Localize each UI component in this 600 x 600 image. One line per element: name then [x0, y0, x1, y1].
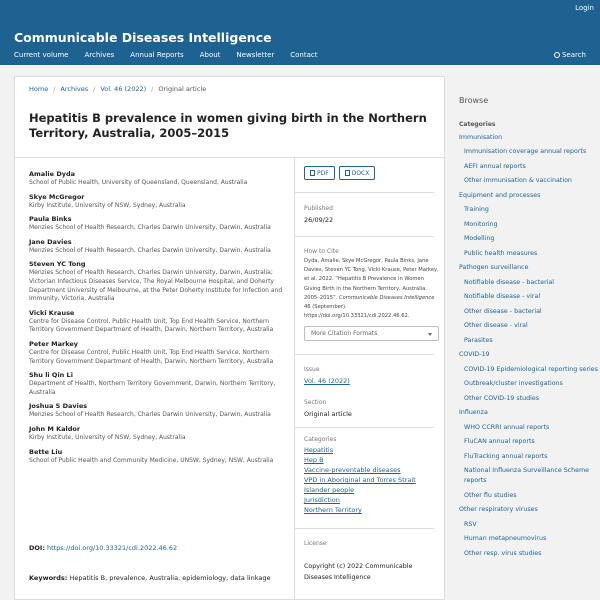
author-name: Vicki Krause: [29, 308, 75, 317]
browse-subcategory[interactable]: FluTracking annual reports: [464, 452, 548, 460]
author-entry: [29, 340, 284, 366]
browse-category[interactable]: Pathogen surveillance: [459, 264, 529, 271]
browse-subcategory[interactable]: Other disease - bacterial: [464, 307, 542, 315]
docx-label: DOCX: [351, 170, 370, 177]
section-label: Section: [304, 399, 327, 407]
author-affiliation: Menzies School of Health Research, Charles Darwin University, Darwin, Australia; Victorian Infectious Diseases Service, The Royal Melbourne Hospital, and Doherty Department University of Melbourne, at the Peter Doherty Institute for Infection and Immunity, Victoria, Australia: [29, 269, 283, 303]
browse-category[interactable]: COVID-19: [459, 351, 490, 358]
doi: [29, 544, 177, 552]
divider: [294, 354, 434, 355]
browse-subcategory[interactable]: AEFI annual reports: [464, 162, 526, 170]
browse-category[interactable]: Equipment and processes: [459, 191, 541, 199]
browse-subcategory[interactable]: RSV: [464, 520, 477, 528]
issue-link[interactable]: Vol. 46 (2022): [304, 377, 350, 386]
divider: [294, 192, 434, 193]
category-links: [304, 445, 439, 515]
browse-sidebar: [459, 96, 599, 559]
browse-subcategory[interactable]: Human metapneumovirus: [464, 535, 547, 542]
more-citation-label: More Citation Formats: [311, 330, 378, 338]
pdf-label: PDF: [317, 170, 329, 177]
nav-annual-reports[interactable]: Annual Reports: [130, 51, 184, 59]
published-label: Published: [304, 205, 333, 212]
main-nav: [14, 51, 334, 59]
article-panel: [14, 76, 445, 600]
author-name: John M Kaldor: [29, 424, 81, 433]
nav-archives[interactable]: Archives: [84, 51, 115, 59]
browse-subcategory[interactable]: Modelling: [464, 235, 495, 242]
author-affiliation: Kirby Institute, University of NSW, Sydney, Australia: [29, 433, 186, 441]
author-entry: [29, 193, 284, 211]
author-entry: [29, 170, 284, 188]
citation-body: Dyda, Amalie, Skye McGregor, Paula Binks, Jane Davies, Steven YC Tong, Vicki Krause, Peter Markey, et al. 2022. “Hepatitis B Prevalence in Women Giving Birth in the Northern Territory, Australia, 2005–2015”.: [304, 258, 439, 301]
author-entry: [29, 238, 284, 256]
pdf-button[interactable]: [304, 166, 335, 180]
browse-category[interactable]: Immunisation: [459, 133, 503, 141]
more-citation-formats-dropdown[interactable]: [304, 326, 439, 341]
breadcrumb-current: Original article: [158, 85, 207, 93]
browse-subcategory[interactable]: National Influenza Surveillance Scheme reports: [464, 467, 590, 484]
category-link[interactable]: VPD in Aboriginal and Torres Strait Islander people: [304, 476, 416, 495]
browse-subcategory[interactable]: FluCAN annual reports: [464, 438, 535, 445]
browse-subcategory[interactable]: Other COVID-19 studies: [464, 394, 540, 402]
author-entry: [29, 309, 284, 335]
category-link[interactable]: Jurisdiction: [304, 496, 340, 505]
article-sidebar: [304, 166, 439, 583]
search-link[interactable]: [554, 51, 586, 59]
browse-category[interactable]: Other respiratory viruses: [459, 506, 538, 513]
file-icon: [345, 170, 350, 176]
nav-current-volume[interactable]: Current volume: [14, 51, 69, 59]
keywords-value: Hepatitis B, prevalence, Australia, epidemiology, data linkage: [69, 574, 271, 582]
browse-subcategory[interactable]: Training: [464, 206, 489, 213]
breadcrumb-archives[interactable]: Archives: [60, 85, 89, 93]
author-entry: [29, 448, 284, 466]
divider: [294, 236, 434, 237]
author-entry: [29, 260, 284, 303]
published-date: 26/09/22: [304, 216, 334, 224]
author-name: Joshua S Davies: [29, 402, 88, 411]
author-entry: [29, 371, 284, 397]
browse-subcategory[interactable]: Notifiable disease - bacterial: [464, 278, 555, 286]
browse-category-list: [459, 133, 599, 559]
category-link[interactable]: Hep B: [304, 456, 324, 465]
site-header: [0, 0, 600, 65]
browse-subcategory[interactable]: Monitoring: [464, 220, 498, 228]
doi-link[interactable]: https://doi.org/10.33321/cdi.2022.46.62: [47, 544, 178, 552]
divider: [294, 528, 434, 529]
license-text: Copyright (c) 2022 Communicable Diseases Intelligence: [304, 563, 413, 582]
browse-subcategory[interactable]: WHO CCRRI annual reports: [464, 423, 550, 431]
author-affiliation: Centre for Disease Control, Public Health Unit, Top End Health Service, Northern Territory Government Department of Health, Darwin, Northern Territory, Australia: [29, 348, 274, 365]
author-name: Skye McGregor: [29, 192, 85, 201]
author-name: Shu li Qin Li: [29, 371, 73, 380]
citation-journal: Communicable Diseases Intelligence: [339, 294, 435, 301]
browse-subcategory[interactable]: Outbreak/cluster investigations: [464, 380, 563, 387]
browse-subcategory[interactable]: Other disease - viral: [464, 322, 528, 329]
author-name: Steven YC Tong: [29, 260, 86, 269]
author-affiliation: Menzies School of Health Research, Charles Darwin University, Darwin, Australia: [29, 246, 271, 254]
keywords-label: Keywords:: [29, 574, 68, 582]
author-affiliation: Menzies School of Health Research, Charles Darwin University, Darwin, Australia: [29, 411, 271, 419]
browse-subcategory[interactable]: COVID-19 Epidemiological reporting series: [464, 365, 598, 373]
divider: [15, 157, 445, 158]
license-label: License: [304, 540, 327, 548]
breadcrumb-home[interactable]: Home: [29, 85, 49, 93]
browse-subcategory[interactable]: Public health measures: [464, 249, 538, 257]
author-name: Amalie Dyda: [29, 170, 75, 178]
article-title: Hepatitis B prevalence in women giving birth in the Northern Territory, Australia, 2005–2015: [29, 111, 427, 140]
browse-subcategory[interactable]: Other resp. virus studies: [464, 549, 542, 557]
browse-subcategory[interactable]: Other flu studies: [464, 491, 517, 499]
issue-label: Issue: [304, 366, 320, 374]
doi-label: DOI:: [29, 544, 45, 552]
categories-label: Categories: [304, 436, 337, 444]
category-link[interactable]: Hepatitis: [304, 446, 334, 455]
author-name: Peter Markey: [29, 339, 79, 348]
citation-tail: 46 (September). https://doi.org/10.33321/cdi.2022.46.62.: [304, 304, 410, 320]
column-divider: [294, 157, 295, 600]
breadcrumb-volume[interactable]: Vol. 46 (2022): [100, 85, 147, 93]
author-affiliation: Centre for Disease Control, Public Health Unit, Top End Health Service, Northern Territory Government Department of Health, Darwin, Northern Territory, Australia: [29, 317, 274, 334]
chevron-down-icon: [428, 333, 432, 336]
author-list: [29, 170, 284, 470]
galley-links: [304, 166, 439, 180]
author-affiliation: Menzies School of Health Research, Charles Darwin University, Darwin, Australia: [29, 224, 271, 232]
author-affiliation: Department of Health, Northern Territory Government, Darwin, Northern Territory, Australia: [29, 380, 276, 396]
author-entry: [29, 402, 284, 420]
category-link[interactable]: Northern Territory: [304, 506, 362, 515]
browse-category[interactable]: Influenza: [459, 409, 488, 416]
login-link[interactable]: Login: [575, 4, 594, 12]
nav-about[interactable]: About: [199, 51, 221, 59]
author-entry: [29, 215, 284, 233]
search-label: Search: [561, 51, 586, 59]
browse-subcategory[interactable]: Other immunisation & vaccination: [464, 177, 572, 184]
browse-subcategory[interactable]: Parasites: [464, 336, 493, 344]
browse-heading: Browse: [459, 96, 489, 105]
author-name: Paula Binks: [29, 215, 72, 224]
file-icon: [310, 170, 315, 176]
section-value: Original article: [304, 410, 352, 419]
category-link[interactable]: Vaccine-preventable diseases: [304, 466, 401, 475]
nav-contact[interactable]: Contact: [290, 51, 318, 59]
nav-newsletter[interactable]: Newsletter: [236, 51, 275, 59]
site-title[interactable]: Communicable Diseases Intelligence: [14, 30, 272, 45]
citation-text: [304, 257, 439, 321]
cite-label: How to Cite: [304, 248, 339, 255]
docx-button[interactable]: [339, 166, 376, 180]
author-name: Jane Davies: [29, 237, 72, 246]
browse-subcategory[interactable]: Notifiable disease - viral: [464, 293, 541, 300]
breadcrumb: Home / Archives / Vol. 46 (2022) / Original article: [29, 85, 207, 93]
author-affiliation: School of Public Health and Community Medicine, UNSW, Sydney, NSW, Australia: [29, 456, 274, 464]
browse-subcategory[interactable]: Immunisation coverage annual reports: [464, 148, 587, 155]
author-affiliation: Kirby Institute, University of NSW, Sydney, Australia: [29, 201, 186, 209]
search-icon: [554, 52, 560, 58]
author-entry: [29, 425, 284, 443]
author-name: Bette Liu: [29, 447, 63, 456]
keywords: [29, 574, 270, 582]
divider: [294, 427, 434, 428]
browse-categories-label: Categories: [459, 121, 496, 128]
author-affiliation: School of Public Health, University of Queensland, Queensland, Australia: [29, 179, 248, 186]
